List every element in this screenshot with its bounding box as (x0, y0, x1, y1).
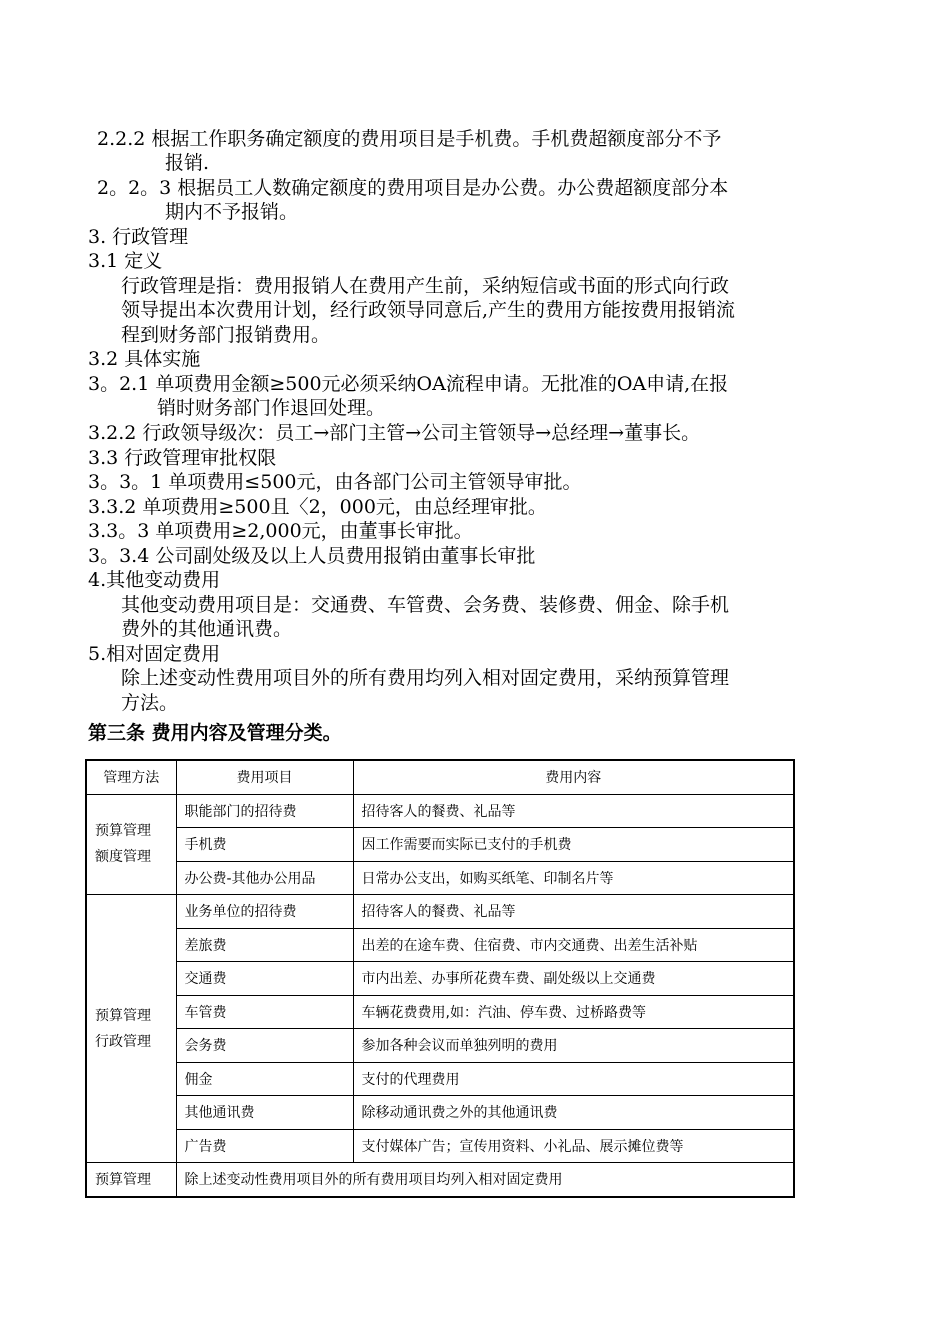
content-cell: 招待客人的餐费、礼品等 (353, 794, 794, 828)
content-cell: 出差的在途车费、住宿费、市内交通费、出差生活补贴 (353, 928, 794, 962)
method-label: 预算管理 (95, 823, 151, 840)
table-row (86, 928, 794, 962)
content-cell: 招待客人的餐费、礼品等 (353, 895, 794, 929)
paragraph-line: 3.3 行政管理审批权限 (88, 447, 277, 469)
table-header-row (86, 760, 794, 794)
item-cell: 手机费 (176, 828, 353, 862)
table-header-cell: 费用内容 (353, 760, 794, 794)
content-cell: 车辆花费费用,如：汽油、停车费、过桥路费等 (353, 995, 794, 1029)
paragraph-line: 5.相对固定费用 (88, 643, 221, 665)
method-cell: 预算管理 (86, 1163, 176, 1197)
paragraph-line: 3.3。3 单项费用≥2,000元，由董事长审批。 (88, 520, 473, 542)
paragraph-line: 其他变动费用项目是：交通费、车管费、会务费、装修费、佣金、除手机 (121, 594, 730, 616)
paragraph-line: 2。2。3 根据员工人数确定额度的费用项目是办公费。办公费超额度部分本 (97, 177, 729, 199)
expense-classification-table (85, 759, 795, 1198)
item-cell: 佣金 (176, 1062, 353, 1096)
table-row (86, 895, 794, 929)
item-cell: 业务单位的招待费 (176, 895, 353, 929)
item-cell: 差旅费 (176, 928, 353, 962)
paragraph-line: 领导提出本次费用计划，经行政领导同意后,产生的费用方能按费用报销流 (121, 299, 736, 321)
method-label: 预算管理 (95, 1007, 151, 1024)
paragraph-line: 4.其他变动费用 (88, 569, 221, 591)
paragraph-line: 3. 行政管理 (88, 226, 189, 248)
item-cell: 车管费 (176, 995, 353, 1029)
method-cell (86, 895, 176, 1163)
content-cell: 除上述变动性费用项目外的所有费用项目均列入相对固定费用 (176, 1163, 794, 1197)
table-row (86, 1096, 794, 1130)
table-row (86, 794, 794, 828)
paragraph-line: 3。3。1 单项费用≤500元，由各部门公司主管领导审批。 (88, 471, 582, 493)
item-cell: 办公费-其他办公用品 (176, 861, 353, 895)
paragraph-line: 除上述变动性费用项目外的所有费用均列入相对固定费用，采纳预算管理 (121, 667, 730, 689)
paragraph-line: 方法。 (121, 692, 179, 714)
paragraph-line: 3.2 具体实施 (88, 348, 201, 370)
table-row (86, 1163, 794, 1197)
content-cell: 除移动通讯费之外的其他通讯费 (353, 1096, 794, 1130)
content-cell: 因工作需要而实际已支付的手机费 (353, 828, 794, 862)
paragraph-line: 3。2.1 单项费用金额≥500元必须采纳OA流程申请。无批准的OA申请,在报 (88, 373, 729, 395)
content-cell: 支付的代理费用 (353, 1062, 794, 1096)
method-label: 行政管理 (95, 1033, 151, 1050)
paragraph-line: 2.2.2 根据工作职务确定额度的费用项目是手机费。手机费超额度部分不予 (97, 128, 722, 150)
content-cell: 参加各种会议而单独列明的费用 (353, 1029, 794, 1063)
paragraph-line: 3.1 定义 (88, 250, 163, 272)
table-row (86, 1062, 794, 1096)
paragraph-line: 报销. (165, 152, 210, 174)
table-row (86, 861, 794, 895)
paragraph-line: 3.3.2 单项费用≥500且〈2，000元，由总经理审批。 (88, 496, 547, 518)
paragraph-line: 3。3.4 公司副处级及以上人员费用报销由董事长审批 (88, 545, 536, 567)
item-cell: 交通费 (176, 962, 353, 996)
item-cell: 职能部门的招待费 (176, 794, 353, 828)
table-row (86, 1129, 794, 1163)
paragraph-line: 销时财务部门作退回处理。 (157, 397, 386, 419)
table-row (86, 828, 794, 862)
item-cell: 会务费 (176, 1029, 353, 1063)
content-cell: 市内出差、办事所花费车费、副处级以上交通费 (353, 962, 794, 996)
table-header-cell: 费用项目 (176, 760, 353, 794)
method-label: 额度管理 (95, 849, 151, 866)
table-row (86, 962, 794, 996)
table-row (86, 995, 794, 1029)
method-cell (86, 794, 176, 895)
content-cell: 日常办公支出，如购买纸笔、印制名片等 (353, 861, 794, 895)
section-heading: 第三条 费用内容及管理分类。 (88, 722, 342, 744)
paragraph-line: 行政管理是指：费用报销人在费用产生前，采纳短信或书面的形式向行政 (121, 275, 730, 297)
content-cell: 支付媒体广告；宣传用资料、小礼品、展示摊位费等 (353, 1129, 794, 1163)
table-header-cell: 管理方法 (86, 760, 176, 794)
item-cell: 广告费 (176, 1129, 353, 1163)
item-cell: 其他通讯费 (176, 1096, 353, 1130)
table-row (86, 1029, 794, 1063)
paragraph-line: 期内不予报销。 (165, 201, 299, 223)
paragraph-line: 费外的其他通讯费。 (121, 618, 293, 640)
paragraph-line: 3.2.2 行政领导级次：员工→部门主管→公司主管领导→总经理→董事长。 (88, 422, 701, 444)
paragraph-line: 程到财务部门报销费用。 (121, 324, 331, 346)
